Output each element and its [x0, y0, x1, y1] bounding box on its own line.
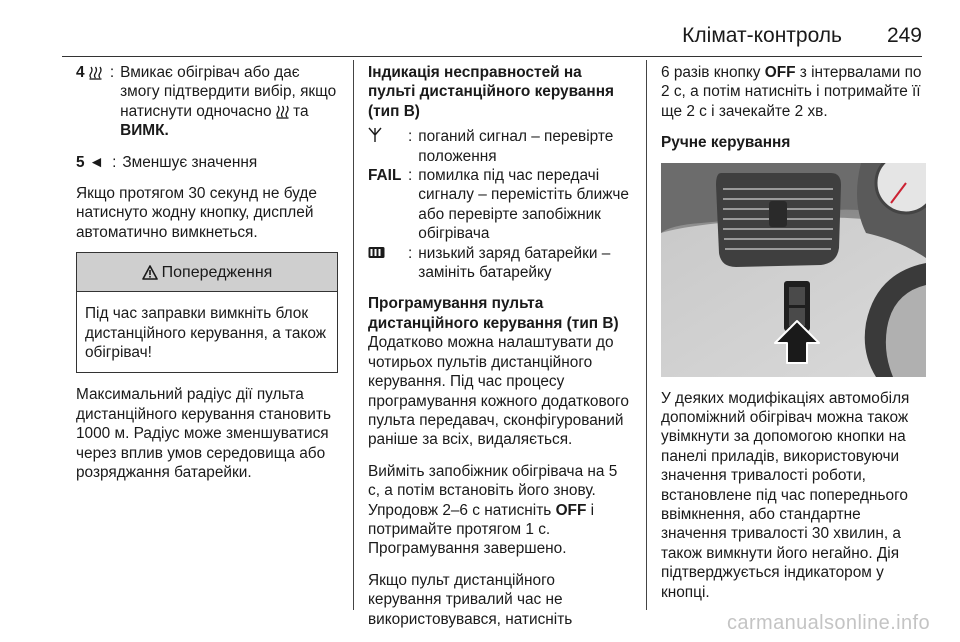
- column-divider-1: [353, 60, 354, 610]
- battery-icon: [368, 245, 385, 260]
- column-3: [661, 63, 926, 602]
- definition-text: помилка під час передачі сигналу – перемістіть ближче або перевірте запобіжник обігрівача: [418, 167, 629, 243]
- definition-fail: FAIL : помилка під час передачі сигналу – перемістіть ближче або перевірте запобіжник обігрівача: [368, 167, 629, 243]
- warning-text: Під час заправки вимкніть блок дистанційного керування, а також обігрівач!: [85, 305, 327, 362]
- item-4-text: Вмикає обігрівач або дає змогу підтвердити вибір, якщо натиснути одночасно та ВИМК.: [120, 64, 337, 140]
- definition-signal: : поганий сигнал – перевірте положення: [368, 127, 630, 166]
- section-heading: Ручне керування: [661, 134, 791, 152]
- warning-triangle-icon: [142, 265, 158, 280]
- heater-icon: [89, 65, 102, 80]
- definition-text: низький заряд батарейки – замініть батарейку: [418, 244, 611, 282]
- dashboard-photo: [661, 163, 926, 377]
- paragraph: У деяких модифікаціях автомобіля допоміжний обігрівач можна також увімкнути за допомогою кнопки на панелі приладів, використовуючи значення тривалості роботи, встановлене під час попереднього ввімкнення, або стандартне значення тривалості 30 хвилин, а також вимкнути його негайно. Дія підтверджується індикатором у кнопці.: [661, 389, 910, 601]
- paragraph: Максимальний радіус дії пульта дистанційного керування становить 1000 м. Радіус може зменшуватися через вплив умов середовища або розряджання батарейки.: [76, 386, 331, 482]
- warning-box: [76, 252, 338, 373]
- paragraph: 6 разів кнопку OFF з інтервалами по 2 с, а потім натисніть і потримайте її ще 2 с і зачекайте 2 хв.: [661, 64, 922, 120]
- page-header: [62, 0, 922, 58]
- antenna-icon: [368, 127, 382, 143]
- item-4-key: 4: [76, 63, 102, 141]
- section-heading: Індикація несправностей на пульті дистанційного керування (тип B): [368, 64, 615, 120]
- item-4: 4 : Вмикає обігрівач або дає змогу підтвердити вибір, якщо натиснути одночасно та ВИМК.: [76, 64, 337, 140]
- section-heading: Програмування пульта дистанційного керування (тип B): [368, 295, 619, 332]
- warning-header: [77, 253, 337, 292]
- paragraph: Вийміть запобіжник обігрівача на 5 с, а потім встановіть його знову. Упродовж 2–6 с натисніть OFF і потримайте протягом 1 с. Програмування завершено.: [368, 462, 618, 558]
- paragraph: Якщо протягом 30 секунд не буде натиснуто жодну кнопку, дисплей автоматично вимкнеться.: [76, 185, 317, 241]
- warning-title: Попередження: [161, 263, 273, 281]
- column-2: [368, 63, 630, 629]
- arrow-left-icon: ◄: [88, 153, 105, 171]
- definition-key: FAIL: [368, 167, 402, 185]
- header-divider: [62, 56, 922, 57]
- column-1: [76, 63, 338, 483]
- page-title: Клімат-контроль: [682, 24, 842, 47]
- item-5: 5 ◄ : Зменшує значення: [76, 153, 338, 172]
- item-5-key: 5 ◄: [76, 153, 105, 171]
- air-vent: [716, 173, 841, 267]
- item-5-text: Зменшує значення: [122, 153, 258, 171]
- paragraph: Якщо пульт дистанційного керування тривалий час не використовувався, натисніть: [368, 571, 573, 628]
- definition-text: поганий сигнал – перевірте положення: [418, 128, 614, 165]
- dashboard-illustration: [661, 163, 926, 377]
- page-number: 249: [886, 24, 922, 47]
- watermark: carmanualsonline.info: [727, 612, 930, 634]
- heater-icon: [276, 104, 289, 119]
- column-divider-2: [646, 60, 647, 610]
- paragraph: Додатково можна налаштувати до чотирьох пультів дистанційного керування. Під час процесу програмування кожного додаткового пульта передавач, сконфігурований раніше за всіх, видаляється.: [368, 334, 629, 449]
- definition-battery: : низький заряд батарейки – замініть батарейку: [368, 244, 630, 283]
